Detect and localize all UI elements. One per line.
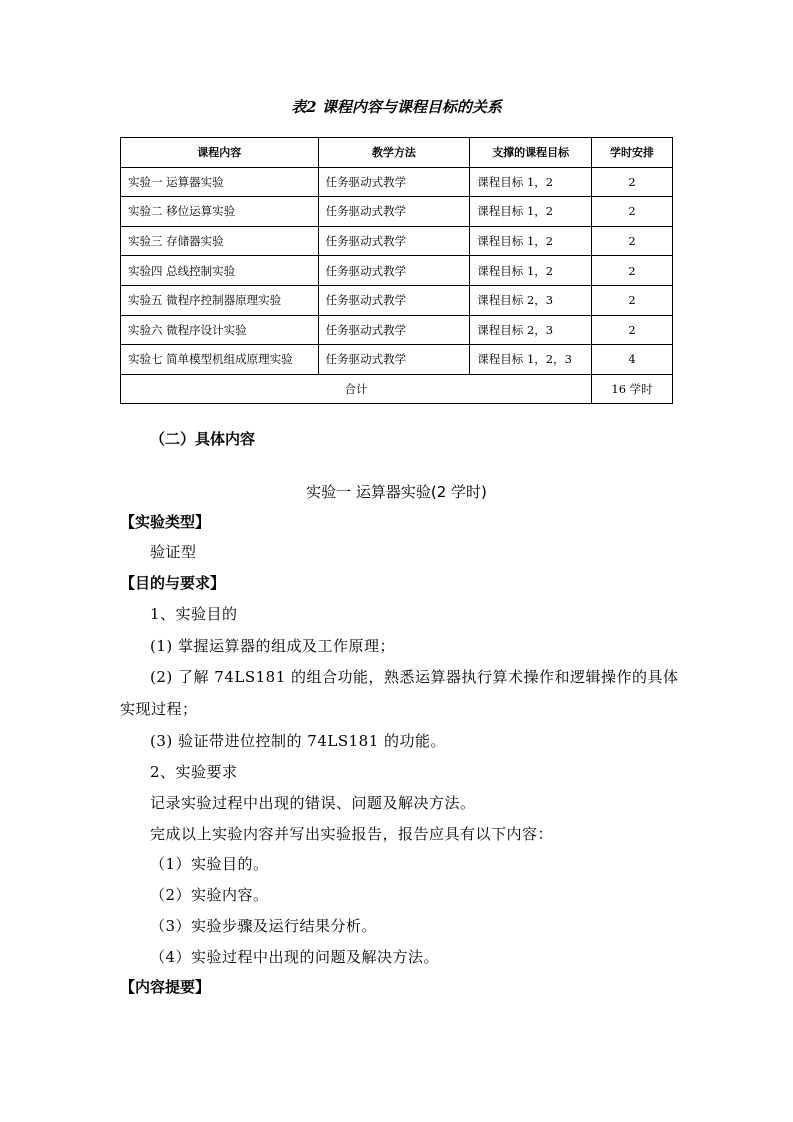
cell-goal: 课程目标 1，2 — [470, 167, 592, 197]
cell-content: 实验四 总线控制实验 — [121, 256, 319, 286]
section-heading: （二）具体内容 — [150, 430, 256, 448]
cell-hours: 2 — [592, 197, 673, 227]
purpose-item-continuation: 实现过程； — [120, 700, 198, 718]
cell-method: 任务驱动式教学 — [318, 167, 470, 197]
cell-method: 任务驱动式教学 — [318, 285, 470, 315]
type-value: 验证型 — [150, 543, 197, 561]
course-relation-table — [120, 137, 673, 404]
cell-method: 任务驱动式教学 — [318, 315, 470, 345]
table-row — [121, 167, 673, 197]
cell-method: 任务驱动式教学 — [318, 226, 470, 256]
requirement-line: 完成以上实验内容并写出实验报告，报告应具有以下内容： — [150, 825, 554, 843]
table-row — [121, 197, 673, 227]
cell-hours: 2 — [592, 226, 673, 256]
experiment-title: 实验一 运算器实验(2 学时) — [306, 483, 487, 501]
purpose-item: (3) 验证带进位控制的 74LS181 的功能。 — [150, 732, 447, 750]
cell-goal: 课程目标 1，2 — [470, 256, 592, 286]
report-item: （1）实验目的。 — [150, 855, 269, 873]
cell-content: 实验五 微程序控制器原理实验 — [121, 285, 319, 315]
header-teaching-method: 教学方法 — [318, 138, 470, 168]
table-row — [121, 226, 673, 256]
table-row — [121, 315, 673, 345]
cell-content: 实验一 运算器实验 — [121, 167, 319, 197]
header-course-content: 课程内容 — [121, 138, 319, 168]
purpose-heading: 1、实验目的 — [150, 605, 238, 623]
cell-goal: 课程目标 1，2 — [470, 197, 592, 227]
requirement-heading: 2、实验要求 — [150, 763, 238, 781]
cell-method: 任务驱动式教学 — [318, 197, 470, 227]
cell-method: 任务驱动式教学 — [318, 345, 470, 375]
table-row — [121, 345, 673, 375]
table-total-row — [121, 374, 673, 404]
table-header-row — [121, 138, 673, 168]
requirement-line: 记录实验过程中出现的错误、问题及解决方法。 — [150, 794, 476, 812]
cell-hours: 2 — [592, 285, 673, 315]
table-row — [121, 256, 673, 286]
cell-hours: 4 — [592, 345, 673, 375]
cell-content: 实验六 微程序设计实验 — [121, 315, 319, 345]
cell-goal: 课程目标 2，3 — [470, 315, 592, 345]
cell-hours: 2 — [592, 167, 673, 197]
cell-hours: 2 — [592, 315, 673, 345]
total-value: 16 学时 — [592, 374, 673, 404]
header-hours: 学时安排 — [592, 138, 673, 168]
cell-hours: 2 — [592, 256, 673, 286]
report-item: （2）实验内容。 — [150, 886, 269, 904]
cell-content: 实验七 简单模型机组成原理实验 — [121, 345, 319, 375]
cell-content: 实验三 存储器实验 — [121, 226, 319, 256]
cell-method: 任务驱动式教学 — [318, 256, 470, 286]
header-course-goal: 支撑的课程目标 — [470, 138, 592, 168]
type-heading: 【实验类型】 — [120, 513, 211, 531]
cell-goal: 课程目标 1，2，3 — [470, 345, 592, 375]
purpose-item: (2) 了解 74LS181 的组合功能，熟悉运算器执行算术操作和逻辑操作的具体 — [150, 668, 679, 686]
goal-heading: 【目的与要求】 — [120, 574, 226, 592]
cell-goal: 课程目标 2，3 — [470, 285, 592, 315]
purpose-item: (1) 掌握运算器的组成及工作原理； — [150, 637, 396, 655]
report-item: （4）实验过程中出现的问题及解决方法。 — [150, 948, 440, 966]
cell-content: 实验二 移位运算实验 — [121, 197, 319, 227]
content-heading: 【内容提要】 — [120, 978, 211, 996]
report-item: （3）实验步骤及运行结果分析。 — [150, 917, 378, 935]
table-title: 表2 课程内容与课程目标的关系 — [291, 98, 502, 116]
table-row — [121, 285, 673, 315]
cell-goal: 课程目标 1，2 — [470, 226, 592, 256]
total-label: 合计 — [121, 374, 592, 404]
